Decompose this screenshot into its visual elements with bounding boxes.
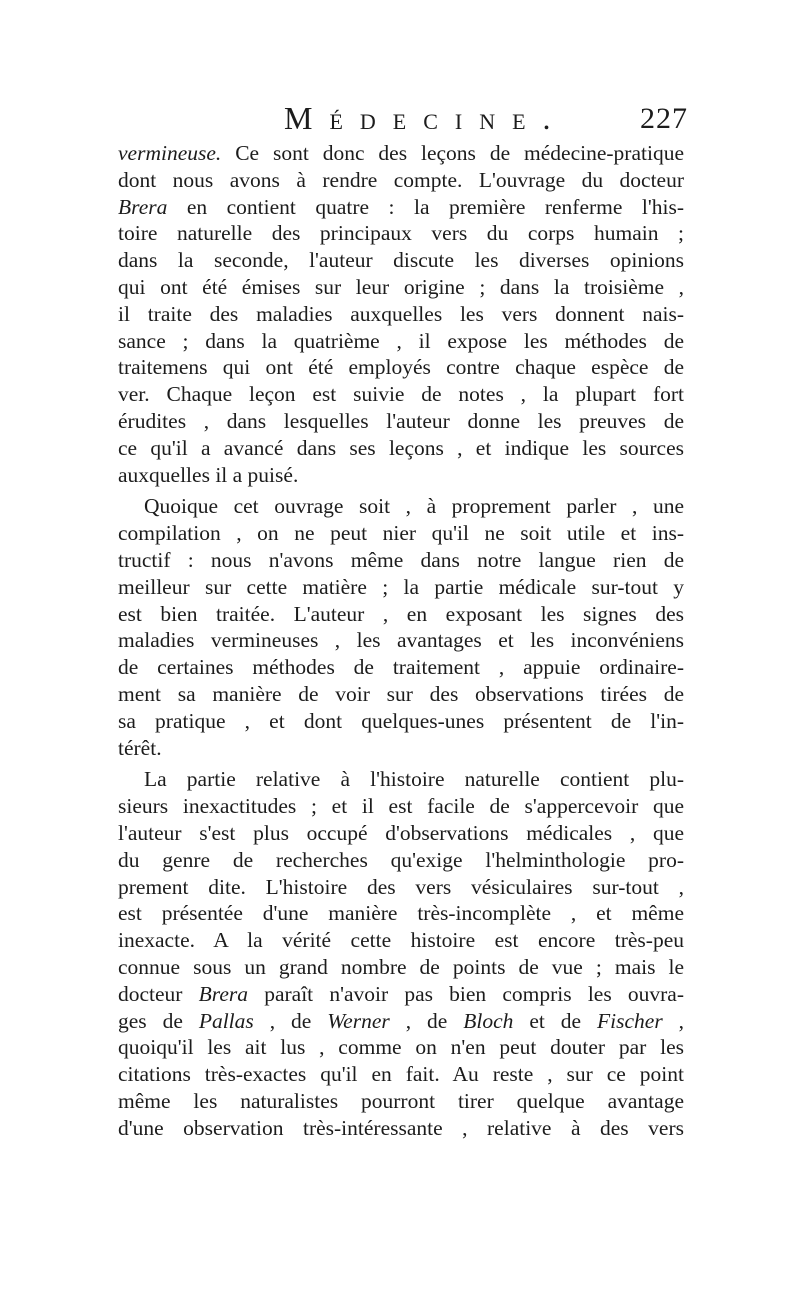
text-line: compilation , on ne peut nier qu'il ne soit utile et ins- — [118, 521, 684, 546]
page-number: 227 — [640, 102, 688, 135]
text-line: traitemens qui ont été employés contre chaque espèce de — [118, 355, 684, 380]
running-title: Médecine. — [284, 100, 568, 136]
paragraph-start-line: La partie relative à l'histoire naturelle contient plu- — [144, 767, 684, 792]
text-line: sieurs inexactitudes ; et il est facile de s'appercevoir que — [118, 794, 684, 819]
text-line: ges de Pallas , de Werner , de Bloch et de Fischer , — [118, 1008, 685, 1033]
text-line: ver. Chaque leçon est suivie de notes , la plupart fort — [118, 382, 684, 407]
text-line: quoiqu'il les ait lus , comme on n'en peut douter par les — [118, 1035, 684, 1060]
text-line: docteur Brera paraît n'avoir pas bien compris les ouvra- — [118, 981, 684, 1006]
text-line: dont nous avons à rendre compte. L'ouvrage du docteur — [118, 167, 684, 192]
text-line: inexacte. A la vérité cette histoire est encore très-peu — [118, 928, 684, 953]
text-line: citations très-exactes qu'il en fait. Au reste , sur ce point — [118, 1062, 684, 1087]
page-header — [118, 100, 688, 140]
text-line: térêt. — [118, 735, 162, 760]
paragraph-start-line: Quoique cet ouvrage soit , à proprement parler , une — [144, 494, 684, 519]
text-line: est bien traitée. L'auteur , en exposant les signes des — [118, 601, 684, 626]
text-line: est présentée d'une manière très-incomplète , et même — [118, 901, 684, 926]
text-line: ce qu'il a avancé dans ses leçons , et indique les sources — [118, 435, 684, 460]
text-line: connue sous un grand nombre de points de vue ; mais le — [118, 954, 684, 979]
text-line: tructif : nous n'avons même dans notre langue rien de — [118, 547, 684, 572]
text-line: l'auteur s'est plus occupé d'observations médicales , que — [118, 820, 684, 845]
text-line: il traite des maladies auxquelles les vers donnent nais- — [118, 301, 684, 326]
text-line: du genre de recherches qu'exige l'helminthologie pro- — [118, 847, 684, 872]
text-line: dans la seconde, l'auteur discute les diverses opinions — [118, 248, 684, 273]
text-line: érudites , dans lesquelles l'auteur donne les preuves de — [118, 408, 684, 433]
text-line: vermineuse. Ce sont donc des leçons de médecine-pratique — [118, 141, 684, 165]
text-line: sa pratique , et dont quelques-unes présentent de l'in- — [118, 708, 684, 733]
text-line: maladies vermineuses , les avantages et les inconvéniens — [118, 628, 684, 653]
text-line: prement dite. L'histoire des vers vésiculaires sur-tout , — [118, 874, 684, 899]
text-line: d'une observation très-intéressante , relative à des vers — [118, 1115, 684, 1140]
text-line: même les naturalistes pourront tirer quelque avantage — [118, 1088, 684, 1113]
text-line: de certaines méthodes de traitement , appuie ordinaire- — [118, 655, 684, 680]
text-line: qui ont été émises sur leur origine ; dans la troisième , — [118, 274, 684, 299]
body-text — [118, 140, 684, 1141]
text-line: auxquelles il a puisé. — [118, 462, 299, 487]
text-line: Brera en contient quatre : la première renferme l'his- — [118, 194, 684, 219]
text-line: sance ; dans la quatrième , il expose les méthodes de — [118, 328, 684, 353]
text-line: meilleur sur cette matière ; la partie médicale sur-tout y — [118, 574, 684, 599]
text-line: ment sa manière de voir sur des observations tirées de — [118, 681, 684, 706]
text-line: toire naturelle des principaux vers du corps humain ; — [118, 221, 684, 246]
